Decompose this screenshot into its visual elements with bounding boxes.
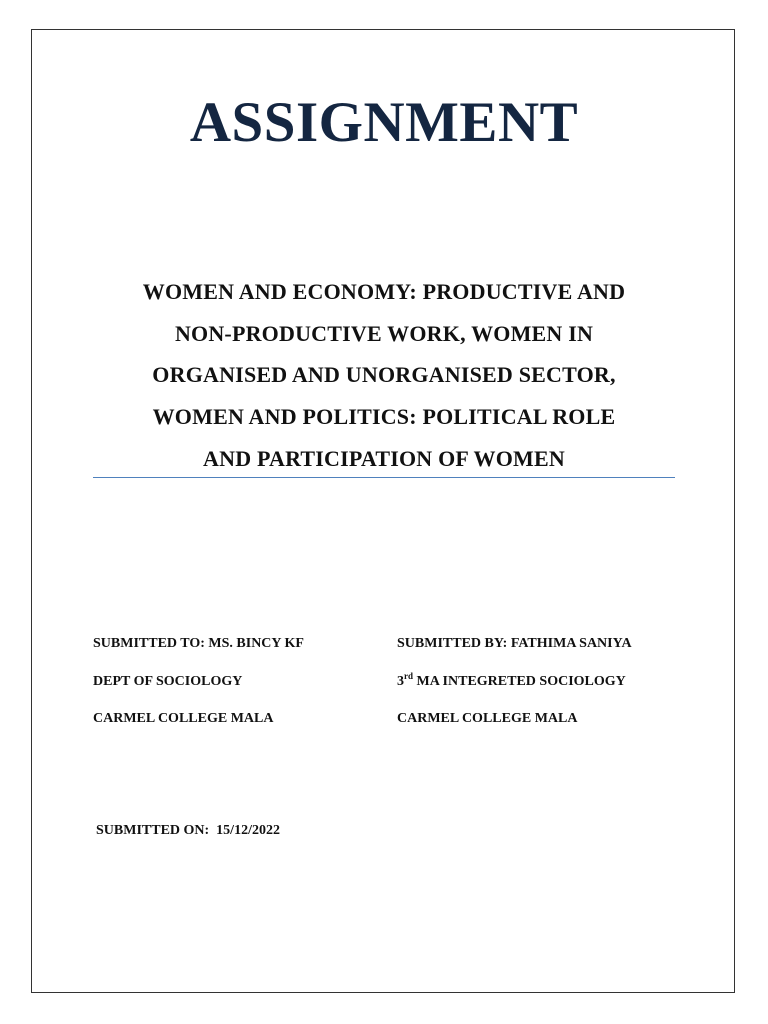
submitted-on-date: SUBMITTED ON: 15/12/2022	[96, 823, 280, 838]
submitted-by-college: CARMEL COLLEGE MALA	[397, 711, 578, 726]
submitted-by-name: SUBMITTED BY: FATHIMA SANIYA	[397, 636, 632, 651]
course-year-number: 3	[397, 673, 404, 689]
submitted-to-college: CARMEL COLLEGE MALA	[93, 711, 274, 726]
course-year-ordinal: rd	[404, 670, 413, 681]
subject-line: AND PARTICIPATION OF WOMEN	[203, 445, 565, 471]
subject-line: WOMEN AND ECONOMY: PRODUCTIVE AND	[142, 279, 626, 304]
subject-line: ORGANISED AND UNORGANISED SECTOR,	[152, 362, 616, 388]
subject-line: WOMEN AND POLITICS: POLITICAL ROLE	[152, 404, 616, 430]
assignment-subject	[92, 271, 676, 480]
page-border	[31, 29, 735, 993]
submitted-by-course	[397, 671, 632, 709]
submitted-by-block	[397, 633, 632, 746]
course-name: MA INTEGRETED SOCIOLOGY	[413, 673, 626, 689]
submitted-to-block	[93, 633, 304, 746]
submitted-to-department: DEPT OF SOCIOLOGY	[93, 673, 243, 689]
subject-line: NON-PRODUCTIVE WORK, WOMEN IN	[174, 320, 594, 346]
submitted-to-name: SUBMITTED TO: MS. BINCY KF	[93, 636, 304, 651]
assignment-title: ASSIGNMENT	[189, 91, 579, 154]
subject-underline-rule	[93, 477, 675, 478]
